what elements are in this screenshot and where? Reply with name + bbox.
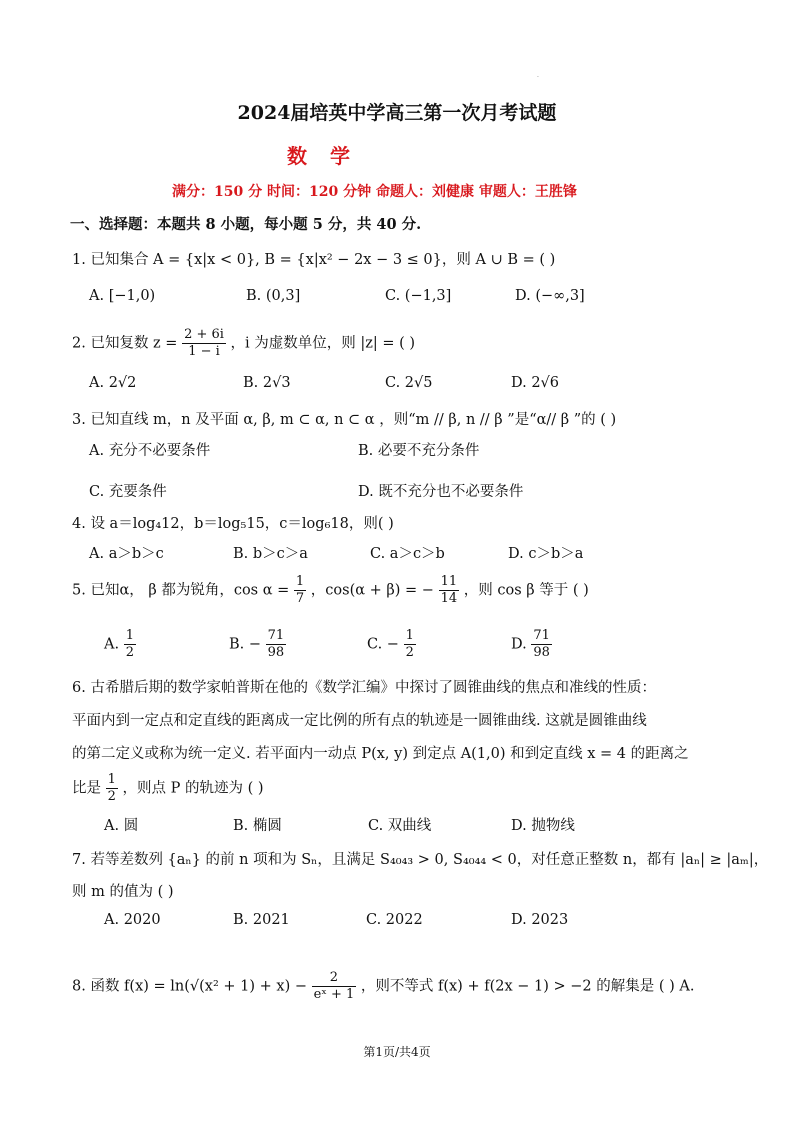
question-5-option-a-fraction — [124, 628, 136, 661]
question-5-fraction-2-numerator: 11 — [440, 574, 458, 589]
question-3-option-a: A. 充分不必要条件 — [89, 443, 211, 459]
question-5-fraction-1 — [294, 574, 306, 607]
question-6-line-4-suffix: ，则点 P 的轨迹为 ( ) — [122, 780, 264, 797]
question-6-line-3: 的第二定义或称为统一定义. 若平面内一动点 P(x, y) 到定点 A(1,0) 和到定直线 x = 4 的距离之 — [72, 746, 689, 762]
question-5-option-a-numerator: 1 — [125, 628, 134, 643]
question-7-option-b: B. 2021 — [233, 912, 290, 928]
question-2-stem-prefix: 2. 已知复数 z = — [72, 335, 178, 352]
question-5-fraction-2 — [439, 574, 460, 607]
question-8-numerator: 2 — [312, 970, 357, 987]
question-5-stem-prefix: 5. 已知α， β 都为锐角，cos α = — [72, 582, 290, 599]
question-5-option-d-fraction — [531, 628, 552, 661]
exam-title: 2024届培英中学高三第一次月考试题 — [237, 102, 557, 124]
question-6-option-b: B. 椭圆 — [233, 818, 282, 834]
question-8-stem — [72, 970, 694, 1003]
question-1-option-b: B. (0,3] — [246, 288, 301, 304]
question-6-ratio-numerator: 1 — [107, 772, 116, 787]
question-3-option-d: D. 既不充分也不必要条件 — [358, 484, 524, 500]
question-6-ratio-denominator: 2 — [107, 789, 116, 804]
question-4-option-c: C. a＞c＞b — [370, 546, 445, 562]
section-heading: 一、选择题：本题共 8 小题，每小题 5 分，共 40 分. — [70, 216, 422, 233]
question-5-option-d-label: D. — [511, 636, 527, 653]
question-5-option-d — [511, 628, 552, 661]
question-4-option-d: D. c＞b＞a — [508, 546, 584, 562]
question-5-stem-suffix: ，则 cos β 等于 ( ) — [463, 582, 589, 599]
question-1-option-c: C. (−1,3] — [385, 288, 452, 304]
question-3-stem: 3. 已知直线 m，n 及平面 α, β, m ⊂ α, n ⊂ α ，则“m // β, n // β ”是“α// β ”的 ( ) — [72, 412, 617, 428]
question-5-option-c — [367, 628, 416, 661]
question-2-option-c: C. 2√5 — [385, 375, 433, 391]
question-5-fraction-1-numerator: 1 — [295, 574, 305, 589]
question-5-fraction-2-denominator: 14 — [440, 591, 458, 606]
question-5-fraction-1-denominator: 7 — [295, 591, 305, 606]
question-2-option-d: D. 2√6 — [511, 375, 560, 391]
corner-mark: . — [537, 72, 539, 79]
question-2-stem-suffix: ，i 为虚数单位，则 |z| = ( ) — [230, 335, 416, 352]
exam-meta: 满分：150 分 时间：120 分钟 命题人：刘健康 审题人：王胜锋 — [172, 184, 577, 200]
question-2-numerator: 2 + 6i — [184, 327, 224, 342]
question-5-option-c-denominator: 2 — [405, 645, 414, 660]
question-8-stem-prefix: 8. 函数 f(x) = ln(√(x² + 1) + x) − — [72, 978, 308, 995]
page-number: 第1页/共4页 — [363, 1045, 431, 1059]
question-5-option-b-numerator: 71 — [267, 628, 285, 643]
question-5-option-a-denominator: 2 — [125, 645, 134, 660]
question-2-stem — [72, 327, 415, 360]
question-6-ratio — [106, 772, 118, 805]
question-6-line-2: 平面内到一定点和定直线的距离成一定比例的所有点的轨迹是一圆锥曲线. 这就是圆锥曲线 — [72, 713, 647, 729]
question-6-line-4-prefix: 比是 — [72, 780, 101, 797]
question-1-stem: 1. 已知集合 A = {x|x < 0}, B = {x|x² − 2x − 3 ≤ 0}，则 A ∪ B = ( ) — [72, 252, 556, 268]
question-5-option-b-denominator: 98 — [267, 645, 285, 660]
question-4-stem: 4. 设 a＝log₄12，b＝log₅15，c＝log₆18，则( ) — [72, 516, 394, 532]
question-6-option-a: A. 圆 — [104, 818, 139, 834]
question-5-option-c-numerator: 1 — [405, 628, 414, 643]
question-7-line-2: 则 m 的值为 ( ) — [72, 884, 174, 900]
question-5-option-b — [229, 628, 286, 661]
question-5-stem — [72, 574, 589, 607]
question-8-fraction — [312, 970, 357, 1003]
question-5-stem-middle: ，cos(α + β) = − — [310, 582, 434, 599]
question-5-option-b-label: B. − — [229, 636, 262, 653]
question-5-option-a-label: A. — [104, 636, 120, 653]
question-6-line-1: 6. 古希腊后期的数学家帕普斯在他的《数学汇编》中探讨了圆锥曲线的焦点和准线的性质： — [72, 680, 656, 696]
question-7-option-d: D. 2023 — [511, 912, 569, 928]
question-1-option-d: D. (−∞,3] — [515, 288, 585, 304]
question-5-option-c-label: C. − — [367, 636, 399, 653]
question-5-option-c-fraction — [404, 628, 416, 661]
question-2-option-b: B. 2√3 — [243, 375, 291, 391]
question-3-option-b: B. 必要不充分条件 — [358, 443, 480, 459]
question-5-option-b-fraction — [266, 628, 287, 661]
question-6-option-c: C. 双曲线 — [368, 818, 432, 834]
question-5-option-d-numerator: 71 — [533, 628, 550, 643]
question-7-line-1: 7. 若等差数列 {aₙ} 的前 n 项和为 Sₙ，且满足 S₄₀₄₃ > 0, S₄₀₄₄ < 0，对任意正整数 n，都有 |aₙ| ≥ |aₘ|， — [72, 852, 769, 868]
question-4-option-b: B. b＞c＞a — [233, 546, 308, 562]
question-3-option-c: C. 充要条件 — [89, 484, 167, 500]
question-6-option-d: D. 抛物线 — [511, 818, 575, 834]
question-1-option-a: A. [−1,0) — [89, 288, 156, 304]
question-6-line-4 — [72, 772, 264, 805]
question-2-fraction — [182, 327, 226, 360]
question-2-denominator: 1 − i — [188, 344, 220, 359]
question-8-denominator: eˣ + 1 — [313, 987, 355, 1002]
question-4-option-a: A. a＞b＞c — [89, 546, 164, 562]
question-5-option-a — [104, 628, 136, 661]
question-2-option-a: A. 2√2 — [89, 375, 137, 391]
subject-label: 数 学 — [287, 144, 358, 168]
question-8-stem-suffix: ，则不等式 f(x) + f(2x − 1) > −2 的解集是 ( ) A. — [360, 978, 695, 995]
question-5-option-d-denominator: 98 — [533, 645, 550, 660]
question-7-option-a: A. 2020 — [104, 912, 161, 928]
question-7-option-c: C. 2022 — [366, 912, 423, 928]
